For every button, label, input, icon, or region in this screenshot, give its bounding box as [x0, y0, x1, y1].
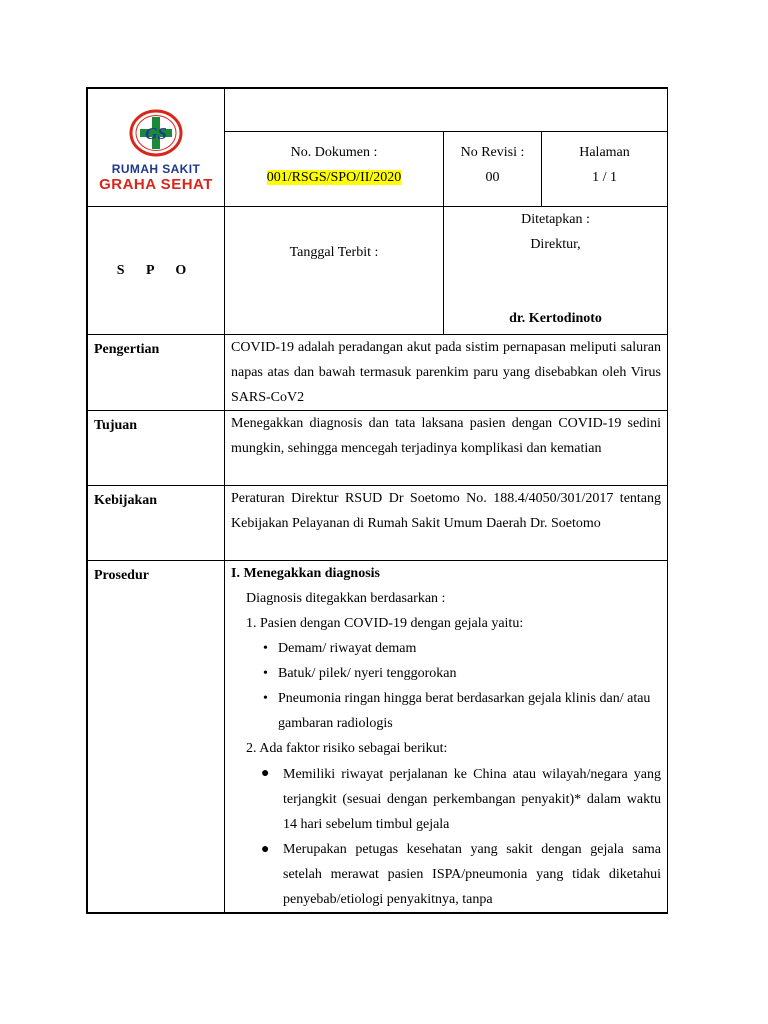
pengertian-label: Pengertian — [88, 335, 225, 411]
spo-document — [86, 87, 668, 914]
list-item: • Pneumonia ringan hingga berat berdasarkan gejala klinis dan/ atau gambaran radiologis — [263, 691, 651, 731]
no-dokumen-cell — [225, 132, 444, 207]
list-item: • Batuk/ pilek/ nyeri tenggorokan — [263, 666, 457, 681]
svg-text:GS: GS — [145, 124, 167, 143]
approval-cell — [444, 207, 668, 335]
spo-table — [87, 88, 668, 913]
item1-bullet-list — [231, 636, 661, 736]
item2-bullet-list — [231, 761, 661, 912]
tanggal-terbit: Tanggal Terbit : — [225, 207, 444, 335]
halaman-label: Halaman — [579, 145, 630, 160]
tujuan-text: Menegakkan diagnosis dan tata laksana pasien dengan COVID-19 sedini mungkin, sehingga mencegah terjadinya komplikasi dan kematian — [225, 411, 668, 486]
signatory-name: dr. Kertodinoto — [509, 311, 602, 326]
no-dokumen-label: No. Dokumen : — [290, 145, 378, 160]
prosedur-label: Prosedur — [88, 561, 225, 913]
jabatan-label: Direktur, — [530, 237, 581, 252]
document-title-cell — [225, 89, 668, 132]
prosedur-item-1: 1. Pasien dengan COVID-19 dengan gejala yaitu: — [246, 616, 524, 631]
list-item: • Demam/ riwayat demam — [263, 641, 417, 656]
spo-label: S P O — [88, 207, 225, 335]
logo-cell — [88, 89, 225, 207]
halaman-value: 1 / 1 — [592, 170, 617, 185]
no-revisi-value: 00 — [485, 170, 500, 185]
halaman-cell — [542, 132, 668, 207]
no-revisi-label: No Revisi : — [460, 145, 525, 160]
tujuan-label: Tujuan — [88, 411, 225, 486]
prosedur-content — [225, 561, 668, 913]
graha-sehat-emblem-icon — [127, 108, 185, 158]
logo-line1: RUMAH SAKIT — [111, 162, 201, 176]
hospital-logo — [88, 102, 224, 193]
list-item: ● Merupakan petugas kesehatan yang sakit dengan gejala sama setelah merawat pasien ISPA/pneumonia yang tidak diketahui penyebab/etiologi penyakitnya, tanpa — [261, 842, 662, 907]
prosedur-heading: I. Menegakkan diagnosis — [231, 566, 380, 581]
ditetapkan-label: Ditetapkan : — [521, 212, 590, 227]
prosedur-item-2: 2. Ada faktor risiko sebagai berikut: — [246, 741, 448, 756]
kebijakan-text: Peraturan Direktur RSUD Dr Soetomo No. 188.4/4050/301/2017 tentang Kebijakan Pelayanan di Rumah Sakit Umum Daerah Dr. Soetomo — [225, 486, 668, 561]
no-dokumen-value: 001/RSGS/SPO/II/2020 — [266, 170, 402, 185]
no-revisi-cell — [444, 132, 542, 207]
prosedur-intro: Diagnosis ditegakkan berdasarkan : — [246, 591, 446, 606]
pengertian-text: COVID-19 adalah peradangan akut pada sistim pernapasan meliputi saluran napas atas dan bawah termasuk parenkim paru yang disebabkan oleh Virus SARS-CoV2 — [225, 335, 668, 411]
logo-line2: GRAHA SEHAT — [99, 176, 213, 193]
list-item: ● Memiliki riwayat perjalanan ke China atau wilayah/negara yang terjangkit (sesuai dengan perkembangan penyakit)* dalam waktu 14 hari sebelum timbul gejala — [261, 766, 662, 832]
kebijakan-label: Kebijakan — [88, 486, 225, 561]
